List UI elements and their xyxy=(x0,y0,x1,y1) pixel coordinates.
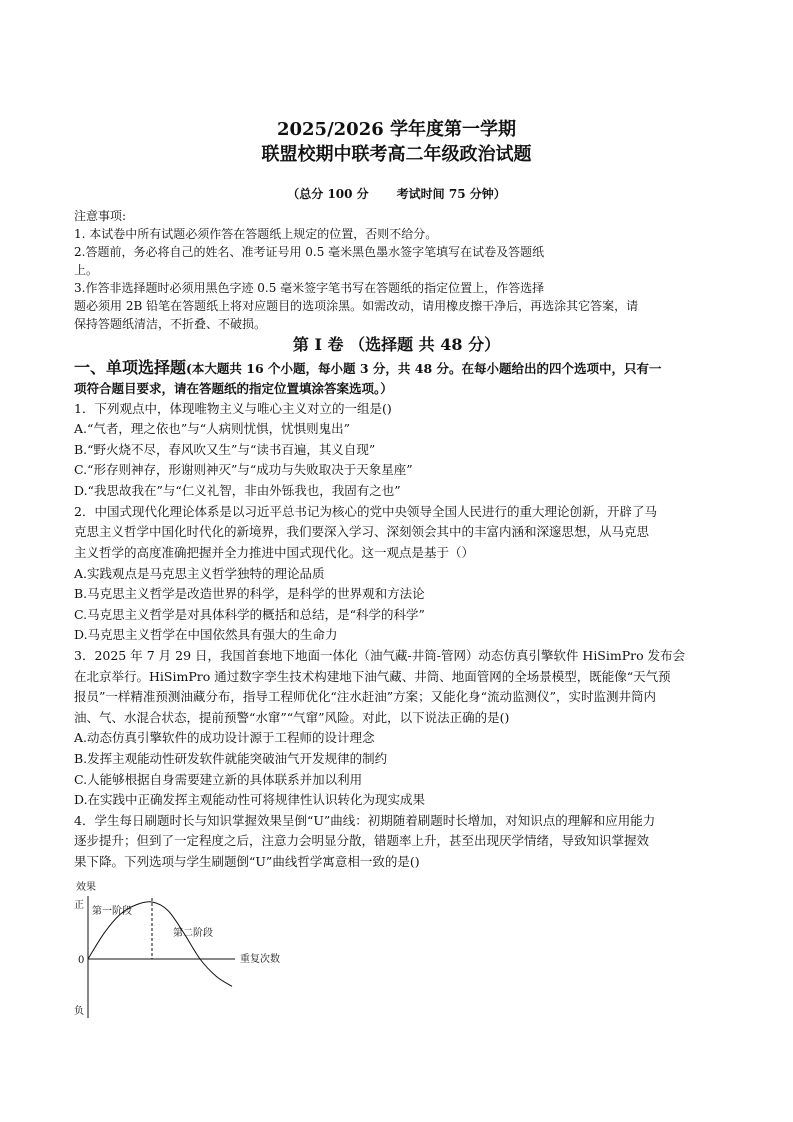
q2-option-a: A.实践观点是马克思主义哲学独特的理论品质 xyxy=(74,566,325,581)
q3-option-c: C.人能够根据自身需要建立新的具体联系并加以利用 xyxy=(74,772,363,787)
q3-stem-line4: 油、气、水混合状态，提前预警“水窜”“气窜”风险。对此，以下说法正确的是() xyxy=(74,710,510,725)
notice-heading: 注意事项: xyxy=(74,209,127,223)
y-zero-label: 0 xyxy=(78,955,85,966)
notice-item-2b: 上。 xyxy=(74,263,99,277)
stage-1-label: 第一阶段 xyxy=(92,906,132,917)
part-desc-cont: 项符合题目要求，请在答题纸的指定位置填涂答案选项。） xyxy=(74,381,393,396)
stage-2-label: 第二阶段 xyxy=(173,928,213,939)
y-positive-label: 正 xyxy=(74,900,84,911)
u-curve-chart xyxy=(70,878,300,1028)
q1-option-b: B.“野火烧不尽，春风吹又生”与“读书百遍，其义自现” xyxy=(74,442,376,457)
total-score: （总分 100 分 xyxy=(287,187,369,201)
q4-stem-line3: 果下降。下列选项与学生刷题倒“U”曲线哲学寓意相一致的是() xyxy=(74,854,420,869)
q3-stem-line1: 3．2025 年 7 月 29 日，我国首套地下地面一体化（油气藏-井筒-管网）动态仿真引擎软件 HiSimPro 发布会 xyxy=(74,648,686,663)
q2-stem-line1: 2．中国式现代化理论体系是以习近平总书记为核心的党中央领导全国人民进行的重大理论创新，开辟了马 xyxy=(74,504,657,519)
notice-item-3c: 保持答题纸清洁，不折叠、不破损。 xyxy=(74,317,267,331)
q2-option-d: D.马克思主义哲学在中国依然具有强大的生命力 xyxy=(74,627,338,642)
q2-stem-line2: 克思主义哲学中国化时代化的新境界，我们要深入学习、深刻领会其中的丰富内涵和深邃思想，从马克思 xyxy=(74,524,650,539)
notice-item-3a: 3.作答非选择题时必须用黑色字迹 0.5 毫米签字笔书写在答题纸的指定位置上，作答选择 xyxy=(74,281,545,295)
q3-option-b: B.发挥主观能动性研发软件就能突破油气开发规律的制约 xyxy=(74,751,388,766)
notice-item-1: 1. 本试卷中所有试题必须作答在答题纸上规定的位置，否则不给分。 xyxy=(74,227,438,241)
exam-time: 考试时间 75 分钟） xyxy=(396,187,506,201)
q3-option-d: D.在实践中正确发挥主观能动性可将规律性认识转化为现实成果 xyxy=(74,792,426,807)
exam-title-term: 2025/2026 学年度第一学期 xyxy=(276,119,517,140)
part-desc: (本大题共 16 个小题，每小题 3 分，共 48 分。在每小题给出的四个选项中，只有一 xyxy=(186,361,662,376)
y-negative-label: 负 xyxy=(74,1006,84,1017)
q1-option-d: D.“我思故我在”与“仁义礼智，非由外铄我也，我固有之也” xyxy=(74,483,401,498)
section-title: 第 Ⅰ 卷 （选择题 共 48 分） xyxy=(292,335,501,354)
q1-option-c: C.“形存则神存，形谢则神灭”与“成功与失败取决于天象星座” xyxy=(74,462,413,477)
q3-stem-line2: 在北京举行。HiSimPro 通过数字孪生技术构建地下油气藏、井筒、地面管网的全场景模型，既能像“天气预 xyxy=(74,669,671,684)
part-heading xyxy=(74,358,720,380)
notice-item-3b: 题必须用 2B 铅笔在答题纸上将对应题目的选项涂黑。如需改动，请用橡皮擦干净后，再选涂其它答案，请 xyxy=(74,299,639,313)
notice-item-2a: 2.答题前，务必将自己的姓名、准考证号用 0.5 毫米黑色墨水签字笔填写在试卷及答题纸 xyxy=(74,245,545,259)
q2-stem-line3: 主义哲学的高度准确把握并全力推进中国式现代化。这一观点是基于（） xyxy=(74,545,475,560)
q2-option-b: B.马克思主义哲学是改造世界的科学，是科学的世界观和方法论 xyxy=(74,586,425,601)
exam-title-subject: 联盟校期中联考高二年级政治试题 xyxy=(261,144,532,165)
q1-option-a: A.“气者，理之依也”与“人病则忧惧，忧惧则鬼出” xyxy=(74,421,351,436)
q1-stem: 1．下列观点中，体现唯物主义与唯心主义对立的一组是() xyxy=(74,401,392,416)
q4-stem-line2: 逐步提升；但到了一定程度之后，注意力会明显分散，错题率上升，甚至出现厌学情绪，导致知识掌握效 xyxy=(74,833,650,848)
q3-option-a: A.动态仿真引擎软件的成功设计源于工程师的设计理念 xyxy=(74,730,375,745)
exam-info xyxy=(0,186,793,202)
q4-stem-line1: 4．学生每日刷题时长与知识掌握效果呈倒“U”曲线：初期随着刷题时长增加，对知识点的理解和应用能力 xyxy=(74,813,656,828)
q3-stem-line3: 报员”一样精准预测油藏分布，指导工程师优化“注水赶油”方案；又能化身“流动监测仪”，实时监测井筒内 xyxy=(74,689,656,704)
y-axis-label: 效果 xyxy=(76,882,96,893)
x-axis-label: 重复次数 xyxy=(240,954,280,965)
part-title: 一、单项选择题 xyxy=(74,358,187,377)
q2-option-c: C.马克思主义哲学是对具体科学的概括和总结，是“科学的科学” xyxy=(74,607,425,622)
